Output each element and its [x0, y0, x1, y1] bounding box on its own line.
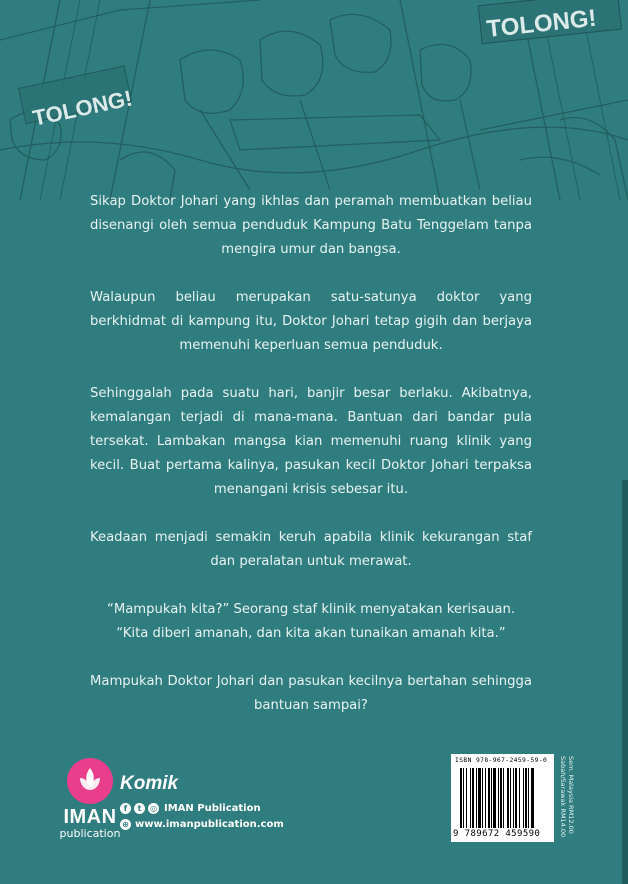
logo-flower-icon: [67, 758, 113, 804]
barcode-bar: [460, 768, 462, 828]
social-handle: IMAN Publication: [164, 803, 261, 814]
twitter-icon[interactable]: t: [134, 803, 145, 814]
barcode-bar: [528, 768, 529, 828]
barcode-bar: [498, 768, 499, 828]
barcode-bar: [515, 768, 517, 828]
synopsis-paragraph-2: Walaupun beliau merupakan satu-satunya doktor yang berkhidmat di kampung itu, Doktor Johari tetap gigih dan berjaya memenuhi keperluan semua penduduk.: [90, 290, 532, 353]
logo-wordmark: IMAN: [63, 806, 117, 828]
barcode-bar: [519, 768, 520, 828]
synopsis-quote: “Mampukah kita?” Seorang staf klinik menyatakan kerisauan. “Kita diberi amanah, dan kita akan tunaikan amanah kita.”: [106, 602, 516, 641]
website-url[interactable]: www.imanpublication.com: [135, 819, 284, 830]
barcode-bar: [500, 768, 502, 828]
barcode-bar: [513, 768, 514, 828]
globe-icon: ⊕: [120, 819, 131, 830]
barcode-bar: [531, 768, 534, 828]
price-peninsular: Sem. Malaysia RM12.00: [567, 756, 575, 834]
spine-edge: [622, 480, 628, 884]
barcode-bar: [482, 768, 483, 828]
synopsis-question: Mampukah Doktor Johari dan pasukan kecilnya bertahan sehingga bantuan sampai?: [90, 674, 532, 713]
barcode-bar: [523, 768, 524, 828]
barcode-bar: [503, 768, 504, 828]
barcode-bar: [525, 768, 527, 828]
price-east: Sabah/Sarawak RM14.00: [559, 756, 568, 838]
barcode-bar: [470, 768, 471, 828]
barcode-bar: [466, 768, 467, 828]
price-block: [559, 756, 576, 842]
instagram-icon[interactable]: ◎: [148, 803, 159, 814]
synopsis-paragraph-1: Sikap Doktor Johari yang ikhlas dan peramah membuatkan beliau disenangi oleh semua penduduk Kampung Batu Tenggelam tanpa mengira umur dan bangsa.: [90, 194, 532, 257]
barcode-bar: [507, 768, 509, 828]
website-line: [120, 819, 284, 830]
barcode-bar: [510, 768, 511, 828]
comic-illustration: [0, 0, 628, 200]
synopsis-paragraph-3: Sehinggalah pada suatu hari, banjir besar berlaku. Akibatnya, kemalangan terjadi di mana-mana. Bantuan dari bandar pula tersekat. Lambakan mangsa kian memenuhi ruang klinik yang kecil. Buat pertama kalinya, pasukan kecil Doktor Johari terpaksa menangani krisis sebesar itu.: [90, 386, 532, 497]
barcode-bar: [472, 768, 474, 828]
synopsis-paragraph-4: Keadaan menjadi semakin keruh apabila klinik kekurangan staf dan peralatan untuk merawat.: [90, 530, 532, 569]
barcode-bar: [488, 768, 490, 828]
barcode-bar: [493, 768, 496, 828]
synopsis: [90, 190, 532, 742]
barcode-bar: [478, 768, 481, 828]
barcode-number: 9 789672 459590: [453, 829, 541, 839]
isbn-label: ISBN 978-967-2459-59-0: [455, 757, 548, 764]
imprint-name: Komik: [120, 773, 179, 794]
price-text: [559, 756, 574, 837]
tolong-sign-left: TOLONG!: [30, 85, 135, 131]
barcode-bar: [476, 768, 477, 828]
barcode-bar: [485, 768, 486, 828]
facebook-icon[interactable]: f: [120, 803, 131, 814]
social-links: [120, 803, 261, 814]
tolong-sign-right: TOLONG!: [485, 4, 598, 44]
barcode-bars: [460, 768, 552, 828]
barcode-bar: [491, 768, 492, 828]
barcode-bar: [463, 768, 464, 828]
logo-subtitle: publication: [59, 827, 121, 840]
